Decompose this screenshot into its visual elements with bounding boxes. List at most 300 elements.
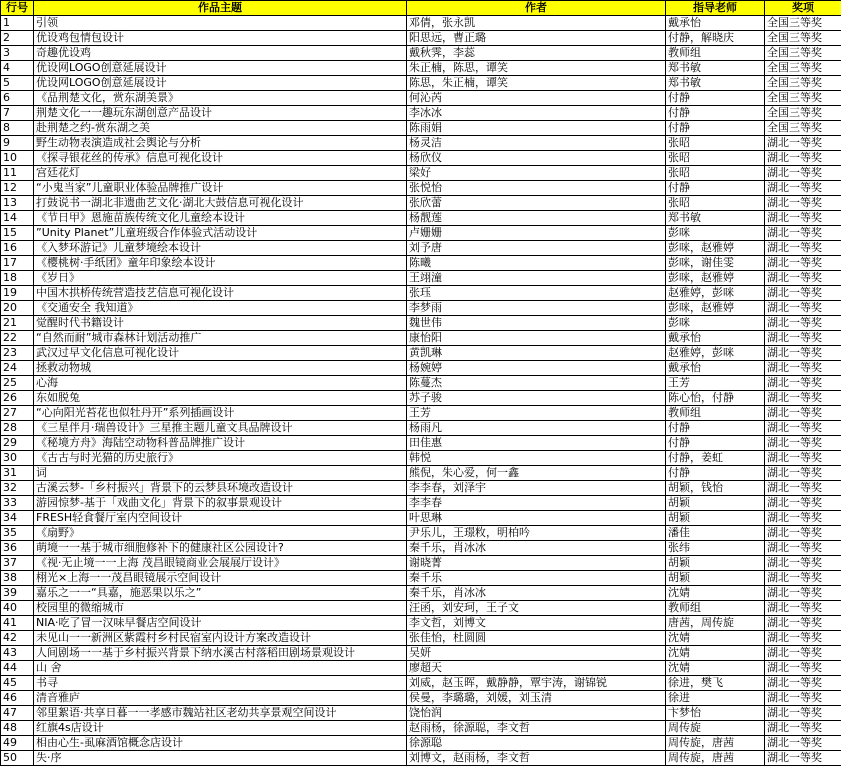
table-row	[1, 106, 841, 121]
table-row	[1, 466, 841, 481]
cell-award[interactable]: 湖北一等奖	[765, 556, 841, 571]
cell-teacher[interactable]: 胡颖	[666, 496, 765, 511]
cell-teacher[interactable]: 戴承怡	[666, 16, 765, 31]
cell-row-number[interactable]: 10	[1, 151, 34, 166]
table-row	[1, 406, 841, 421]
cell-author[interactable]: 李李春	[407, 496, 666, 511]
cell-teacher[interactable]: 彭咪，谢佳雯	[666, 256, 765, 271]
cell-teacher[interactable]: 彭咪，赵雅婷	[666, 301, 765, 316]
cell-title[interactable]: 中国木拱桥传统营造技艺信息可视化设计	[34, 286, 407, 301]
cell-row-number[interactable]: 19	[1, 286, 34, 301]
cell-row-number[interactable]: 26	[1, 391, 34, 406]
cell-row-number[interactable]: 41	[1, 616, 34, 631]
cell-row-number[interactable]: 35	[1, 526, 34, 541]
table-row	[1, 631, 841, 646]
cell-author[interactable]: 叶思琳	[407, 511, 666, 526]
cell-author[interactable]: 吴妍	[407, 646, 666, 661]
cell-row-number[interactable]: 29	[1, 436, 34, 451]
cell-teacher[interactable]: 陈心怡，付静	[666, 391, 765, 406]
cell-award[interactable]: 湖北一等奖	[765, 721, 841, 736]
table-row	[1, 481, 841, 496]
cell-row-number[interactable]: 23	[1, 346, 34, 361]
cell-row-number[interactable]: 1	[1, 16, 34, 31]
cell-row-number[interactable]: 2	[1, 31, 34, 46]
header-teacher[interactable]: 指导老师	[666, 1, 765, 16]
table-row	[1, 16, 841, 31]
cell-teacher[interactable]: 唐茜，周传旋	[666, 616, 765, 631]
table-row	[1, 136, 841, 151]
cell-award[interactable]: 湖北一等奖	[765, 331, 841, 346]
cell-teacher[interactable]: 教师组	[666, 46, 765, 61]
cell-teacher[interactable]: 付静，姜虹	[666, 451, 765, 466]
table-row	[1, 31, 841, 46]
table-row	[1, 76, 841, 91]
cell-row-number[interactable]: 7	[1, 106, 34, 121]
cell-award[interactable]: 湖北一等奖	[765, 271, 841, 286]
table-row	[1, 226, 841, 241]
cell-row-number[interactable]: 20	[1, 301, 34, 316]
cell-award[interactable]: 湖北一等奖	[765, 601, 841, 616]
cell-title[interactable]: 人间剧场一一基于乡村振兴背景下纳水溪古村落稻田剧场景观设计	[34, 646, 407, 661]
cell-title[interactable]: 心海	[34, 376, 407, 391]
cell-award[interactable]: 湖北一等奖	[765, 466, 841, 481]
table-row	[1, 361, 841, 376]
cell-teacher[interactable]: 教师组	[666, 601, 765, 616]
cell-teacher[interactable]: 付静	[666, 91, 765, 106]
cell-row-number[interactable]: 6	[1, 91, 34, 106]
cell-row-number[interactable]: 22	[1, 331, 34, 346]
cell-author[interactable]: 尹乐儿，王璟敉，明柏吟	[407, 526, 666, 541]
cell-teacher[interactable]: 张纬	[666, 541, 765, 556]
cell-title[interactable]: 词	[34, 466, 407, 481]
cell-award[interactable]: 湖北一等奖	[765, 541, 841, 556]
cell-row-number[interactable]: 8	[1, 121, 34, 136]
table-row	[1, 316, 841, 331]
cell-title[interactable]: 《入梦环游记》儿童梦境绘本设计	[34, 241, 407, 256]
table-row	[1, 46, 841, 61]
cell-author[interactable]: 陈蔓杰	[407, 376, 666, 391]
cell-author[interactable]: 杨婉婷	[407, 361, 666, 376]
cell-teacher[interactable]: 彭咪	[666, 226, 765, 241]
cell-title[interactable]: 书寻	[34, 676, 407, 691]
table-row	[1, 496, 841, 511]
cell-author[interactable]: 徐源聪	[407, 736, 666, 751]
cell-row-number[interactable]: 50	[1, 751, 34, 766]
cell-award[interactable]: 湖北一等奖	[765, 691, 841, 706]
cell-award[interactable]: 湖北一等奖	[765, 676, 841, 691]
cell-title[interactable]: 山 舍	[34, 661, 407, 676]
cell-award[interactable]: 湖北一等奖	[765, 256, 841, 271]
cell-award[interactable]: 全国三等奖	[765, 46, 841, 61]
cell-row-number[interactable]: 31	[1, 466, 34, 481]
cell-title[interactable]: 东如脱兔	[34, 391, 407, 406]
cell-award[interactable]: 湖北一等奖	[765, 136, 841, 151]
cell-title[interactable]: 引领	[34, 16, 407, 31]
cell-row-number[interactable]: 16	[1, 241, 34, 256]
cell-teacher[interactable]: 沈婧	[666, 661, 765, 676]
cell-row-number[interactable]: 36	[1, 541, 34, 556]
cell-author[interactable]: 韩悦	[407, 451, 666, 466]
header-row	[1, 1, 841, 16]
cell-title[interactable]: 《交通安全 我知道》	[34, 301, 407, 316]
cell-author[interactable]: 刘博文，赵雨杨，李文哲	[407, 751, 666, 766]
cell-author[interactable]: 廖超天	[407, 661, 666, 676]
cell-award[interactable]: 湖北一等奖	[765, 151, 841, 166]
cell-teacher[interactable]: 教师组	[666, 406, 765, 421]
cell-teacher[interactable]: 沈婧	[666, 646, 765, 661]
cell-teacher[interactable]: 徐进	[666, 691, 765, 706]
header-author[interactable]: 作者	[407, 1, 666, 16]
cell-title[interactable]: FRESH轻食餐厅室内空间设计	[34, 511, 407, 526]
cell-row-number[interactable]: 12	[1, 181, 34, 196]
cell-author[interactable]: 张悦怡	[407, 181, 666, 196]
cell-award[interactable]: 全国三等奖	[765, 76, 841, 91]
table-row	[1, 676, 841, 691]
cell-teacher[interactable]: 张昭	[666, 166, 765, 181]
cell-row-number[interactable]: 17	[1, 256, 34, 271]
cell-row-number[interactable]: 30	[1, 451, 34, 466]
cell-author[interactable]: 赵雨杨，徐源聪，李文哲	[407, 721, 666, 736]
cell-author[interactable]: 李梦雨	[407, 301, 666, 316]
cell-row-number[interactable]: 34	[1, 511, 34, 526]
cell-author[interactable]: 刘威，赵玉晖，戴静静，覃宇涛，谢锦锐	[407, 676, 666, 691]
cell-award[interactable]: 湖北一等奖	[765, 571, 841, 586]
cell-teacher[interactable]: 戴承怡	[666, 361, 765, 376]
cell-award[interactable]: 湖北一等奖	[765, 736, 841, 751]
cell-row-number[interactable]: 48	[1, 721, 34, 736]
cell-title[interactable]: “心向阳光苔花也似牡丹开”系列插画设计	[34, 406, 407, 421]
table-row	[1, 436, 841, 451]
cell-title[interactable]: 觉醒时代书籍设计	[34, 316, 407, 331]
cell-row-number[interactable]: 49	[1, 736, 34, 751]
cell-teacher[interactable]: 胡颖	[666, 511, 765, 526]
cell-author[interactable]: 杨灵洁	[407, 136, 666, 151]
cell-author[interactable]: 张珏	[407, 286, 666, 301]
cell-row-number[interactable]: 43	[1, 646, 34, 661]
cell-row-number[interactable]: 5	[1, 76, 34, 91]
cell-title[interactable]: 拯救动物城	[34, 361, 407, 376]
cell-row-number[interactable]: 3	[1, 46, 34, 61]
cell-row-number[interactable]: 37	[1, 556, 34, 571]
cell-author[interactable]: 侯曼，李璐璐，刘媛，刘玉清	[407, 691, 666, 706]
cell-author[interactable]: 汪函，刘安珂，王子文	[407, 601, 666, 616]
cell-row-number[interactable]: 15	[1, 226, 34, 241]
cell-title[interactable]: 《扇野》	[34, 526, 407, 541]
cell-author[interactable]: 饶怡润	[407, 706, 666, 721]
cell-title[interactable]: “自然而耐”城市森林计划活动推广	[34, 331, 407, 346]
cell-award[interactable]: 湖北一等奖	[765, 241, 841, 256]
cell-title[interactable]: 《岁日》	[34, 271, 407, 286]
table-row	[1, 601, 841, 616]
cell-title[interactable]: 红旗4s店设计	[34, 721, 407, 736]
cell-teacher[interactable]: 郑书敏	[666, 61, 765, 76]
cell-row-number[interactable]: 45	[1, 676, 34, 691]
cell-author[interactable]: 戴秋霁，李蕊	[407, 46, 666, 61]
cell-award[interactable]: 湖北一等奖	[765, 496, 841, 511]
cell-author[interactable]: 张佳怡，杜圆圆	[407, 631, 666, 646]
cell-teacher[interactable]: 付静	[666, 181, 765, 196]
table-row	[1, 91, 841, 106]
cell-title[interactable]: 赴荆楚之约-赏东湖之美	[34, 121, 407, 136]
cell-title[interactable]: 校园里的微缩城市	[34, 601, 407, 616]
cell-title[interactable]: 《节日甲》恩施苗族传统文化儿童绘本设计	[34, 211, 407, 226]
table-row	[1, 286, 841, 301]
cell-row-number[interactable]: 27	[1, 406, 34, 421]
cell-title[interactable]: 奇趣优设鸡	[34, 46, 407, 61]
cell-award[interactable]: 湖北一等奖	[765, 661, 841, 676]
cell-award[interactable]: 湖北一等奖	[765, 481, 841, 496]
cell-award[interactable]: 全国三等奖	[765, 106, 841, 121]
table-row	[1, 256, 841, 271]
cell-author[interactable]: 杨靓莲	[407, 211, 666, 226]
cell-teacher[interactable]: 付静	[666, 121, 765, 136]
cell-title[interactable]: 《探寻银花丝的传承》信息可视化设计	[34, 151, 407, 166]
table-row	[1, 421, 841, 436]
cell-author[interactable]: 秦千乐，肖冰冰	[407, 586, 666, 601]
cell-author[interactable]: 邓倩，张永凯	[407, 16, 666, 31]
cell-award[interactable]: 全国三等奖	[765, 16, 841, 31]
cell-row-number[interactable]: 9	[1, 136, 34, 151]
cell-title[interactable]: 失·序	[34, 751, 407, 766]
table-body	[1, 16, 841, 766]
cell-row-number[interactable]: 39	[1, 586, 34, 601]
cell-author[interactable]: 陈思，朱正楠，谭笑	[407, 76, 666, 91]
table-row	[1, 661, 841, 676]
cell-author[interactable]: 刘予唐	[407, 241, 666, 256]
cell-author[interactable]: 杨欣仪	[407, 151, 666, 166]
table-row	[1, 271, 841, 286]
cell-award[interactable]: 湖北一等奖	[765, 406, 841, 421]
cell-teacher[interactable]: 彭咪	[666, 316, 765, 331]
cell-row-number[interactable]: 4	[1, 61, 34, 76]
cell-teacher[interactable]: 胡颖，钱怡	[666, 481, 765, 496]
table-row	[1, 121, 841, 136]
cell-author[interactable]: 李冰冰	[407, 106, 666, 121]
cell-row-number[interactable]: 24	[1, 361, 34, 376]
cell-title[interactable]: 打鼓说书一湖北非遗曲艺文化·湖北大鼓信息可视化设计	[34, 196, 407, 211]
cell-award[interactable]: 湖北一等奖	[765, 376, 841, 391]
cell-award[interactable]: 湖北一等奖	[765, 751, 841, 766]
cell-author[interactable]: 李李春，刘泽宇	[407, 481, 666, 496]
cell-award[interactable]: 湖北一等奖	[765, 301, 841, 316]
cell-row-number[interactable]: 38	[1, 571, 34, 586]
cell-teacher[interactable]: 赵雅婷，彭咪	[666, 346, 765, 361]
cell-title[interactable]: 宫廷花灯	[34, 166, 407, 181]
cell-teacher[interactable]: 付静，解晓庆	[666, 31, 765, 46]
cell-title[interactable]: 《秘境方舟》海陆空动物科普品牌推广设计	[34, 436, 407, 451]
cell-title[interactable]: ”Unity Planet”儿童班级合作体验式活动设计	[34, 226, 407, 241]
cell-award[interactable]: 湖北一等奖	[765, 181, 841, 196]
cell-award[interactable]: 湖北一等奖	[765, 226, 841, 241]
cell-title[interactable]: “小鬼当家”儿童职业体验品牌推广设计	[34, 181, 407, 196]
table-row	[1, 646, 841, 661]
cell-title[interactable]: 野生动物表演造成社会舆论与分析	[34, 136, 407, 151]
cell-teacher[interactable]: 付静	[666, 106, 765, 121]
cell-award[interactable]: 湖北一等奖	[765, 436, 841, 451]
cell-author[interactable]: 苏子骏	[407, 391, 666, 406]
cell-title[interactable]: 《品荆楚文化，赏东湖美景》	[34, 91, 407, 106]
cell-award[interactable]: 湖北一等奖	[765, 646, 841, 661]
table-row	[1, 751, 841, 766]
cell-author[interactable]: 黄凯琳	[407, 346, 666, 361]
cell-author[interactable]: 秦千乐，肖冰冰	[407, 541, 666, 556]
cell-award[interactable]: 湖北一等奖	[765, 451, 841, 466]
table-row	[1, 586, 841, 601]
table-row	[1, 511, 841, 526]
cell-title[interactable]: 荆楚文化一一趣玩东湖创意产品设计	[34, 106, 407, 121]
cell-author[interactable]: 何沁芮	[407, 91, 666, 106]
cell-teacher[interactable]: 潘佳	[666, 526, 765, 541]
cell-title[interactable]: 清音雅庐	[34, 691, 407, 706]
cell-teacher[interactable]: 王芳	[666, 376, 765, 391]
cell-author[interactable]: 谢晓菁	[407, 556, 666, 571]
cell-author[interactable]: 朱正楠，陈思，谭笑	[407, 61, 666, 76]
cell-title[interactable]: 优设网LOGO创意延展设计	[34, 76, 407, 91]
table-row	[1, 541, 841, 556]
cell-row-number[interactable]: 32	[1, 481, 34, 496]
table-row	[1, 451, 841, 466]
cell-award[interactable]: 湖北一等奖	[765, 316, 841, 331]
cell-award[interactable]: 湖北一等奖	[765, 211, 841, 226]
cell-title[interactable]: 相由心生-虱麻酒馆概念店设计	[34, 736, 407, 751]
cell-row-number[interactable]: 47	[1, 706, 34, 721]
cell-title[interactable]: 嘉乐之一一“具嘉，施恶果以乐之”	[34, 586, 407, 601]
cell-author[interactable]: 王翊潼	[407, 271, 666, 286]
cell-title[interactable]: 优设鸡包情包设计	[34, 31, 407, 46]
cell-author[interactable]: 田佳惠	[407, 436, 666, 451]
cell-award[interactable]: 全国三等奖	[765, 91, 841, 106]
cell-award[interactable]: 湖北一等奖	[765, 286, 841, 301]
cell-title[interactable]: 武汉过早文化信息可视化设计	[34, 346, 407, 361]
cell-author[interactable]: 王芳	[407, 406, 666, 421]
cell-teacher[interactable]: 戴承怡	[666, 331, 765, 346]
cell-teacher[interactable]: 赵雅婷，彭咪	[666, 286, 765, 301]
cell-author[interactable]: 魏世伟	[407, 316, 666, 331]
cell-award[interactable]: 湖北一等奖	[765, 346, 841, 361]
cell-award[interactable]: 全国三等奖	[765, 61, 841, 76]
cell-teacher[interactable]: 张昭	[666, 136, 765, 151]
table-row	[1, 301, 841, 316]
header-award[interactable]: 奖项	[765, 1, 841, 16]
cell-award[interactable]: 湖北一等奖	[765, 586, 841, 601]
cell-row-number[interactable]: 28	[1, 421, 34, 436]
cell-teacher[interactable]: 付静	[666, 421, 765, 436]
cell-teacher[interactable]: 周传旋	[666, 721, 765, 736]
cell-author[interactable]: 阳思远，曹正璐	[407, 31, 666, 46]
cell-teacher[interactable]: 郑书敏	[666, 211, 765, 226]
cell-award[interactable]: 湖北一等奖	[765, 526, 841, 541]
header-row-number[interactable]: 行号	[1, 1, 34, 16]
cell-title[interactable]: 游园惊梦-基于「戏曲文化」背景下的叙事景观设计	[34, 496, 407, 511]
cell-teacher[interactable]: 徐进，樊飞	[666, 676, 765, 691]
cell-teacher[interactable]: 付静	[666, 466, 765, 481]
table-row	[1, 556, 841, 571]
cell-title[interactable]: NIA·吃了冒一汉味早餐店空间设计	[34, 616, 407, 631]
table-row	[1, 346, 841, 361]
cell-title[interactable]: 《樱桃树·手纸团》童年印象绘本设计	[34, 256, 407, 271]
cell-award[interactable]: 湖北一等奖	[765, 166, 841, 181]
cell-title[interactable]: 邻里絮语·共享日暮一一孝感市魏站社区老幼共享景观空间设计	[34, 706, 407, 721]
cell-author[interactable]: 熊倪，朱心爱，何一鑫	[407, 466, 666, 481]
cell-row-number[interactable]: 44	[1, 661, 34, 676]
cell-title[interactable]: 古溪云梦-「乡村振兴」背景下的云梦县环境改造设计	[34, 481, 407, 496]
cell-row-number[interactable]: 40	[1, 601, 34, 616]
cell-teacher[interactable]: 张昭	[666, 151, 765, 166]
cell-teacher[interactable]: 周传旋，唐茜	[666, 736, 765, 751]
cell-row-number[interactable]: 11	[1, 166, 34, 181]
cell-title[interactable]: 未见山一一新洲区紫霞村乡村民宿室内设计方案改造设计	[34, 631, 407, 646]
cell-author[interactable]: 秦千乐	[407, 571, 666, 586]
cell-row-number[interactable]: 21	[1, 316, 34, 331]
cell-author[interactable]: 陈曦	[407, 256, 666, 271]
cell-title[interactable]: 《古古与时光猫的历史旅行》	[34, 451, 407, 466]
table-row	[1, 571, 841, 586]
cell-teacher[interactable]: 胡颖	[666, 556, 765, 571]
cell-row-number[interactable]: 13	[1, 196, 34, 211]
cell-award[interactable]: 湖北一等奖	[765, 616, 841, 631]
cell-title[interactable]: 栩光×上海一一茂昌眼镜展示空间设计	[34, 571, 407, 586]
cell-award[interactable]: 湖北一等奖	[765, 706, 841, 721]
cell-title[interactable]: 萌境一一基于城市细胞修补下的健康社区公园设计?	[34, 541, 407, 556]
cell-award[interactable]: 全国三等奖	[765, 31, 841, 46]
cell-title[interactable]: 优设网LOGO创意延展设计	[34, 61, 407, 76]
cell-row-number[interactable]: 25	[1, 376, 34, 391]
cell-teacher[interactable]: 胡颖	[666, 571, 765, 586]
table-row	[1, 391, 841, 406]
cell-title[interactable]: 《三星伴月·瑞兽设计》三星推主题儿童文具品牌设计	[34, 421, 407, 436]
cell-award[interactable]: 湖北一等奖	[765, 631, 841, 646]
cell-teacher[interactable]: 卞梦怡	[666, 706, 765, 721]
table-row	[1, 526, 841, 541]
table-row	[1, 61, 841, 76]
cell-author[interactable]: 张欣蕾	[407, 196, 666, 211]
cell-teacher[interactable]: 沈婧	[666, 586, 765, 601]
cell-row-number[interactable]: 18	[1, 271, 34, 286]
cell-teacher[interactable]: 彭咪，赵雅婷	[666, 271, 765, 286]
cell-award[interactable]: 湖北一等奖	[765, 511, 841, 526]
cell-teacher[interactable]: 周传旋，唐茜	[666, 751, 765, 766]
cell-author[interactable]: 杨雨凡	[407, 421, 666, 436]
cell-row-number[interactable]: 33	[1, 496, 34, 511]
table-row	[1, 196, 841, 211]
table-row	[1, 331, 841, 346]
cell-award[interactable]: 湖北一等奖	[765, 196, 841, 211]
cell-row-number[interactable]: 14	[1, 211, 34, 226]
cell-title[interactable]: 《视·无止境一一上海 茂昌眼镜商业会展展厅设计》	[34, 556, 407, 571]
table-row	[1, 616, 841, 631]
table-row	[1, 166, 841, 181]
header-title[interactable]: 作品主题	[34, 1, 407, 16]
cell-author[interactable]: 康怡阳	[407, 331, 666, 346]
table-row	[1, 706, 841, 721]
cell-award[interactable]: 湖北一等奖	[765, 421, 841, 436]
cell-teacher[interactable]: 沈婧	[666, 631, 765, 646]
cell-award[interactable]: 全国三等奖	[765, 121, 841, 136]
cell-author[interactable]: 梁好	[407, 166, 666, 181]
cell-award[interactable]: 湖北一等奖	[765, 391, 841, 406]
cell-author[interactable]: 卢姗姗	[407, 226, 666, 241]
cell-teacher[interactable]: 付静	[666, 436, 765, 451]
cell-award[interactable]: 湖北一等奖	[765, 361, 841, 376]
cell-row-number[interactable]: 42	[1, 631, 34, 646]
cell-author[interactable]: 李文哲，刘博文	[407, 616, 666, 631]
cell-teacher[interactable]: 郑书敏	[666, 76, 765, 91]
cell-row-number[interactable]: 46	[1, 691, 34, 706]
table-row	[1, 376, 841, 391]
cell-teacher[interactable]: 彭咪，赵雅婷	[666, 241, 765, 256]
cell-teacher[interactable]: 张昭	[666, 196, 765, 211]
cell-author[interactable]: 陈雨娟	[407, 121, 666, 136]
